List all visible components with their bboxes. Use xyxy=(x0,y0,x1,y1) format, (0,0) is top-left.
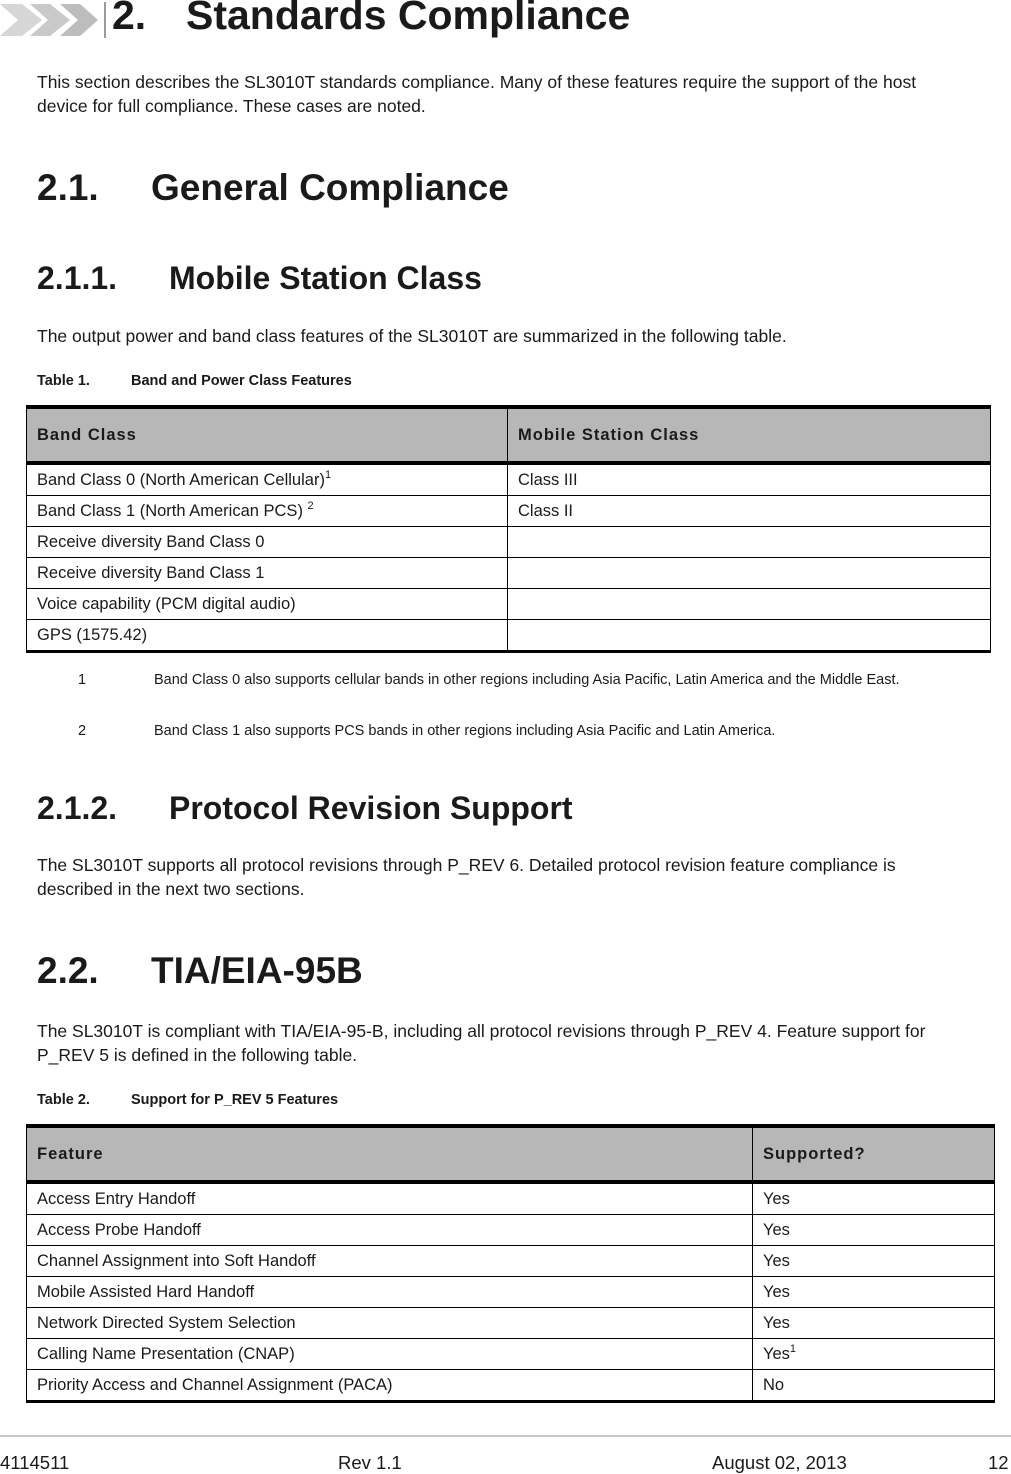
table-cell: Access Probe Handoff xyxy=(27,1215,753,1246)
band-power-class-table xyxy=(26,405,991,653)
section-title: TIA/EIA-95B xyxy=(151,950,363,991)
table-row xyxy=(27,1215,995,1246)
caption-text: Band and Power Class Features xyxy=(131,373,352,389)
table-cell: Yes xyxy=(753,1277,995,1308)
table-cell xyxy=(27,496,508,527)
section-number: 2.1.1. xyxy=(37,260,118,296)
table-cell xyxy=(27,463,508,496)
footer-page-number: 12 xyxy=(988,1452,1009,1473)
table-cell: Channel Assignment into Soft Handoff xyxy=(27,1246,753,1277)
tia-eia-paragraph: The SL3010T is compliant with TIA/EIA-95-B, including all protocol revisions through P_REV 4. Feature support for P_REV 5 is defined in the following table. xyxy=(37,1021,926,1065)
table-row xyxy=(27,1246,995,1277)
section-heading-2-1-2 xyxy=(37,790,573,827)
table-cell: Yes xyxy=(753,1215,995,1246)
footnote-number: 1 xyxy=(78,672,87,688)
mobile-station-paragraph: The output power and band class features of the SL3010T are summarized in the following table. xyxy=(37,326,787,346)
protocol-revision-paragraph: The SL3010T supports all protocol revisions through P_REV 6. Detailed protocol revision feature compliance is described in the next two sections. xyxy=(37,855,896,899)
table1-caption xyxy=(37,373,352,389)
column-header: Mobile Station Class xyxy=(508,407,991,463)
section-number: 2.1. xyxy=(37,167,99,208)
footer-divider xyxy=(0,1435,1011,1437)
table-cell: Yes xyxy=(753,1182,995,1215)
chapter-heading xyxy=(112,0,630,39)
table1-footnote xyxy=(78,722,978,742)
section-number: 2.2. xyxy=(37,950,99,991)
table-cell: Access Entry Handoff xyxy=(27,1182,753,1215)
table-cell: Network Directed System Selection xyxy=(27,1308,753,1339)
prev5-features-table xyxy=(26,1124,995,1403)
footnote-number: 2 xyxy=(78,723,87,739)
section-heading-2-1-1 xyxy=(37,260,482,297)
cell-text: Yes xyxy=(763,1344,790,1363)
table-row xyxy=(27,527,991,558)
footer-date: August 02, 2013 xyxy=(712,1452,847,1473)
table-cell xyxy=(508,558,991,589)
column-header: Band Class xyxy=(27,407,508,463)
section-title: Protocol Revision Support xyxy=(169,790,573,826)
column-header: Supported? xyxy=(753,1126,995,1182)
footnote-ref: 2 xyxy=(307,499,314,512)
table-row xyxy=(27,558,991,589)
intro-paragraph: This section describes the SL3010T standards compliance. Many of these features require the support of the host device for full compliance. These cases are noted. xyxy=(37,72,917,116)
footnote-text: Band Class 1 also supports PCS bands in other regions including Asia Pacific and Latin America. xyxy=(154,723,776,739)
chapter-number: 2. xyxy=(112,0,147,38)
table-row xyxy=(27,589,991,620)
table-header-row xyxy=(27,1126,995,1182)
caption-number: Table 1. xyxy=(37,373,90,389)
table-cell xyxy=(508,620,991,652)
table-cell: Yes xyxy=(753,1246,995,1277)
table-cell xyxy=(508,527,991,558)
cell-text: Band Class 0 (North American Cellular) xyxy=(37,470,325,489)
section-heading-2-1 xyxy=(37,167,509,209)
table-cell: Calling Name Presentation (CNAP) xyxy=(27,1339,753,1370)
table-header-row xyxy=(27,407,991,463)
table2-caption xyxy=(37,1092,338,1108)
table-row xyxy=(27,620,991,652)
footer-doc-number: 4114511 xyxy=(0,1452,70,1473)
table1-footnote xyxy=(78,671,978,711)
table-cell: Class III xyxy=(508,463,991,496)
table-cell xyxy=(753,1339,995,1370)
table-cell: Mobile Assisted Hard Handoff xyxy=(27,1277,753,1308)
section-title: General Compliance xyxy=(151,167,509,208)
table-row xyxy=(27,496,991,527)
table-row xyxy=(27,1277,995,1308)
table-cell: Priority Access and Channel Assignment (PACA) xyxy=(27,1370,753,1402)
table-row xyxy=(27,1370,995,1402)
table-cell: Receive diversity Band Class 1 xyxy=(27,558,508,589)
cell-text: Band Class 1 (North American PCS) xyxy=(37,501,308,520)
caption-number: Table 2. xyxy=(37,1092,90,1108)
table-cell xyxy=(508,589,991,620)
table-row xyxy=(27,1308,995,1339)
table-cell: Yes xyxy=(753,1308,995,1339)
chevron-arrows-logo-icon xyxy=(0,0,112,40)
footnote-ref: 1 xyxy=(324,468,332,481)
table-row xyxy=(27,1339,995,1370)
table-cell: GPS (1575.42) xyxy=(27,620,508,652)
footnote-text: Band Class 0 also supports cellular bands in other regions including Asia Pacific, Latin America and the Middle East. xyxy=(154,672,900,688)
table-cell: Class II xyxy=(508,496,991,527)
section-title: Mobile Station Class xyxy=(169,260,482,296)
footer-revision: Rev 1.1 xyxy=(338,1452,402,1473)
section-number: 2.1.2. xyxy=(37,790,118,826)
footnote-ref: 1 xyxy=(789,1342,797,1355)
table-cell: Voice capability (PCM digital audio) xyxy=(27,589,508,620)
section-heading-2-2 xyxy=(37,950,363,992)
table-cell: No xyxy=(753,1370,995,1402)
chapter-title: Standards Compliance xyxy=(186,0,631,38)
table-row xyxy=(27,463,991,496)
column-header: Feature xyxy=(27,1126,753,1182)
caption-text: Support for P_REV 5 Features xyxy=(131,1092,339,1108)
table-cell: Receive diversity Band Class 0 xyxy=(27,527,508,558)
table-row xyxy=(27,1182,995,1215)
